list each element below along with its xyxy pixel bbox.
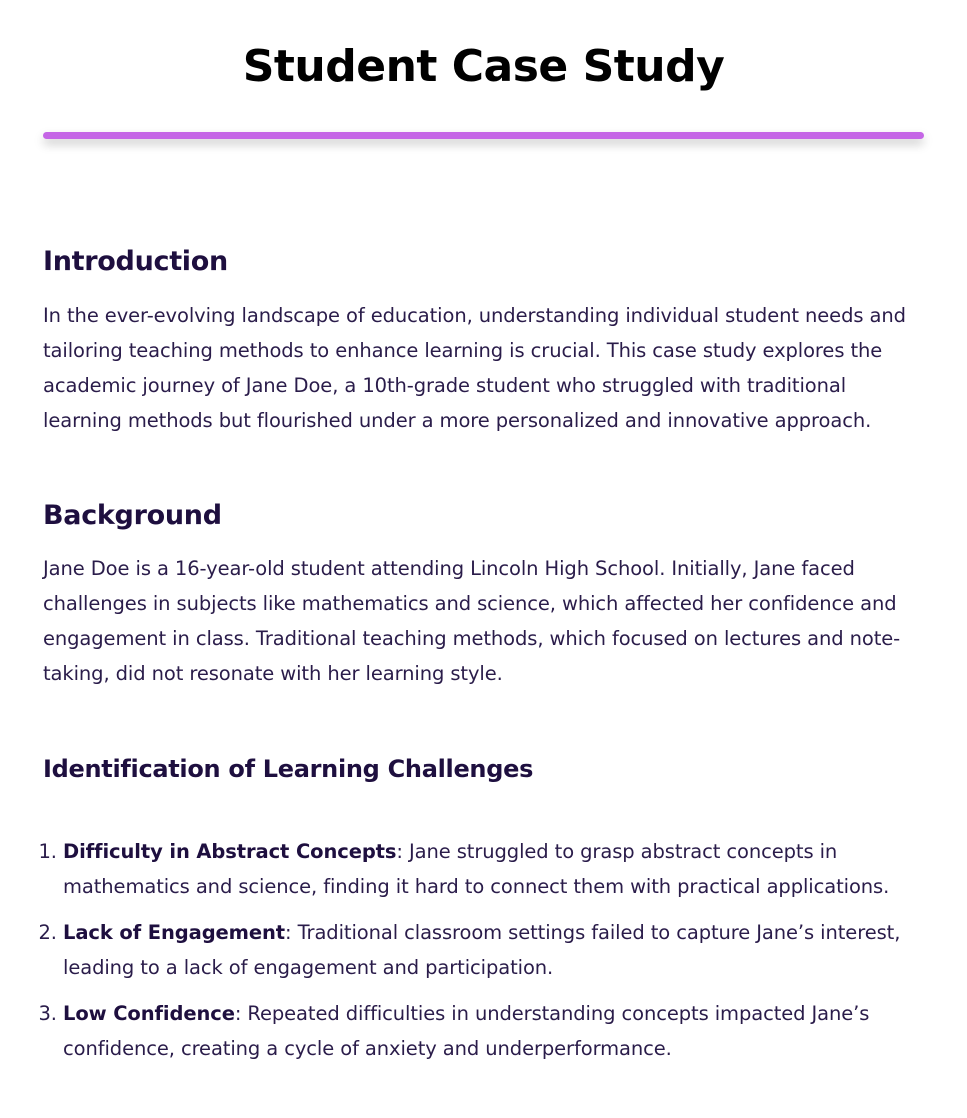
list-item-description: : Repeated difficulties in understanding concepts impacted Jane’s confidence, creating a cycle of anxiety and underperformance. xyxy=(63,1002,870,1060)
introduction-section xyxy=(43,245,924,438)
background-paragraph: Jane Doe is a 16-year-old student attending Lincoln High School. Initially, Jane faced challenges in subjects like mathematics and science, which affected her confidence and engagement in class. Traditional teaching methods, which focused on lectures and note-taking, did not resonate with her learning style. xyxy=(43,557,901,685)
list-item xyxy=(63,915,924,985)
list-item-description: : Traditional classroom settings failed to capture Jane’s interest, leading to a lack of engagement and participation. xyxy=(63,921,901,979)
list-item-description: : Jane struggled to grasp abstract concepts in mathematics and science, finding it hard to connect them with practical applications. xyxy=(63,840,890,898)
background-section xyxy=(43,499,924,691)
list-item xyxy=(63,996,924,1066)
introduction-paragraph: In the ever-evolving landscape of education, understanding individual student needs and tailoring teaching methods to enhance learning is crucial. This case study explores the academic journey of Jane Doe, a 10th-grade student who struggled with traditional learning methods but flourished under a more personalized and innovative approach. xyxy=(43,304,906,432)
list-item-term: Low Confidence xyxy=(63,1002,235,1025)
title-underline-bar xyxy=(43,132,924,139)
challenges-heading: Identification of Learning Challenges xyxy=(43,755,534,783)
list-item-term: Lack of Engagement xyxy=(63,921,286,944)
background-heading: Background xyxy=(43,500,222,531)
challenges-list xyxy=(43,834,924,1066)
introduction-heading: Introduction xyxy=(43,246,228,277)
challenges-section xyxy=(43,752,924,1066)
list-item xyxy=(63,834,924,904)
list-item-term: Difficulty in Abstract Concepts xyxy=(63,840,397,863)
page-title: Student Case Study xyxy=(242,41,725,92)
